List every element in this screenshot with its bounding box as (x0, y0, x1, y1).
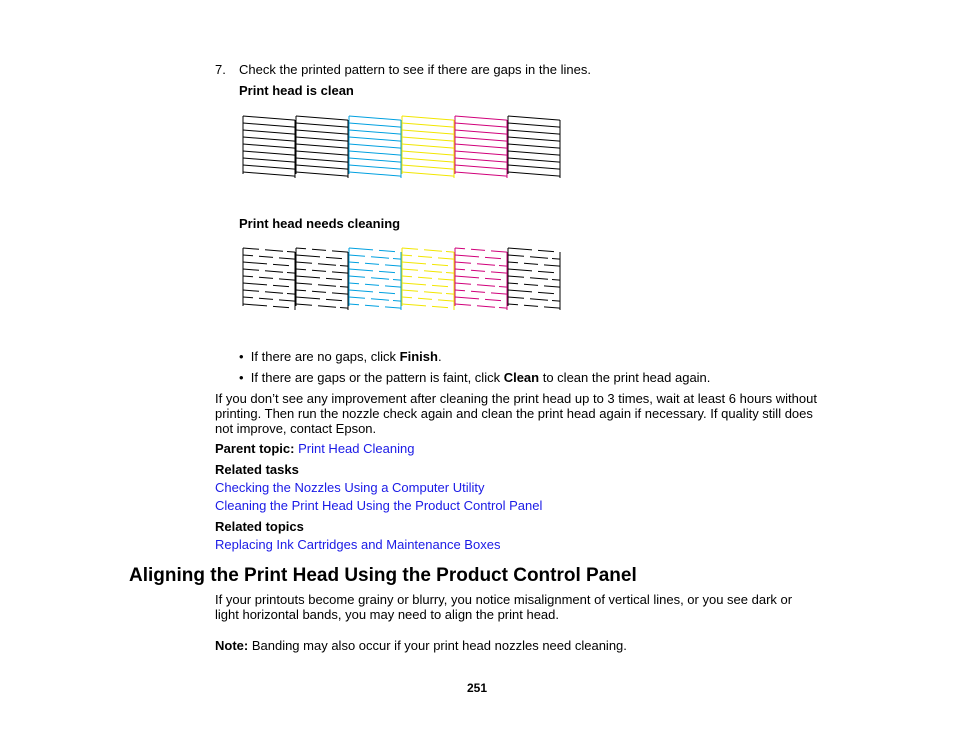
dirty-nozzle-pattern (240, 244, 570, 316)
nozzle-block-6 (508, 248, 560, 310)
nozzle-block-5 (455, 248, 507, 310)
nozzle-block-2 (296, 116, 348, 178)
note-text: Banding may also occur if your print head nozzles need cleaning. (248, 638, 627, 653)
bullet-text: If there are no gaps, click (250, 349, 400, 364)
dirty-pattern-image (240, 244, 570, 316)
clean-label: Clean (503, 370, 540, 385)
nozzle-block-2 (296, 248, 348, 310)
nozzle-block-4 (402, 248, 454, 310)
note-label: Note: (215, 638, 249, 653)
bullet-text-end: to clean the print head again. (539, 370, 711, 385)
related-task-link-nozzle-check[interactable]: Checking the Nozzles Using a Computer Utility (215, 480, 485, 495)
nozzle-block-1 (243, 116, 295, 178)
section-title: Aligning the Print Head Using the Product Control Panel (129, 565, 637, 586)
related-topics-label: Related topics (215, 519, 304, 534)
bullet-item-finish (239, 349, 442, 364)
clean-heading: Print head is clean (239, 83, 354, 98)
step-text: Check the printed pattern to see if there are gaps in the lines. (239, 62, 591, 77)
bullet-mark: • (239, 370, 244, 385)
dirty-heading: Print head needs cleaning (239, 216, 401, 231)
nozzle-block-3 (349, 248, 401, 310)
related-task-link-head-cleaning[interactable]: Cleaning the Print Head Using the Product Control Panel (215, 498, 543, 513)
clean-nozzle-pattern (240, 112, 570, 184)
nozzle-block-6 (508, 116, 560, 178)
bullet-item-clean (239, 370, 710, 385)
bullet-text-end: . (437, 349, 442, 364)
step-number: 7. (215, 62, 226, 77)
clean-pattern-image (240, 112, 570, 184)
nozzle-block-4 (402, 116, 454, 178)
parent-topic-label: Parent topic: (215, 441, 295, 456)
finish-label: Finish (399, 349, 438, 364)
related-topic-link-ink-cartridges[interactable]: Replacing Ink Cartridges and Maintenance Boxes (215, 537, 501, 552)
page-number: 251 (466, 681, 488, 695)
advice-paragraph: If you don’t see any improvement after cleaning the print head up to 3 times, wait at least 6 hours without printing. Then run the nozzle check again and clean the print head again if necessary. If quality still does not improve, contact Epson. (215, 391, 817, 436)
parent-topic-link[interactable]: Print Head Cleaning (298, 441, 415, 456)
bullet-text: If there are gaps or the pattern is faint, click (250, 370, 504, 385)
nozzle-block-1 (243, 248, 295, 310)
parent-topic (215, 441, 414, 456)
note (215, 638, 627, 653)
related-tasks-label: Related tasks (215, 462, 299, 477)
nozzle-block-5 (455, 116, 507, 178)
bullet-mark: • (239, 349, 244, 364)
nozzle-block-3 (349, 116, 401, 178)
section-intro: If your printouts become grainy or blurry, you notice misalignment of vertical lines, or you see dark or light horizontal bands, you may need to align the print head. (215, 592, 793, 622)
